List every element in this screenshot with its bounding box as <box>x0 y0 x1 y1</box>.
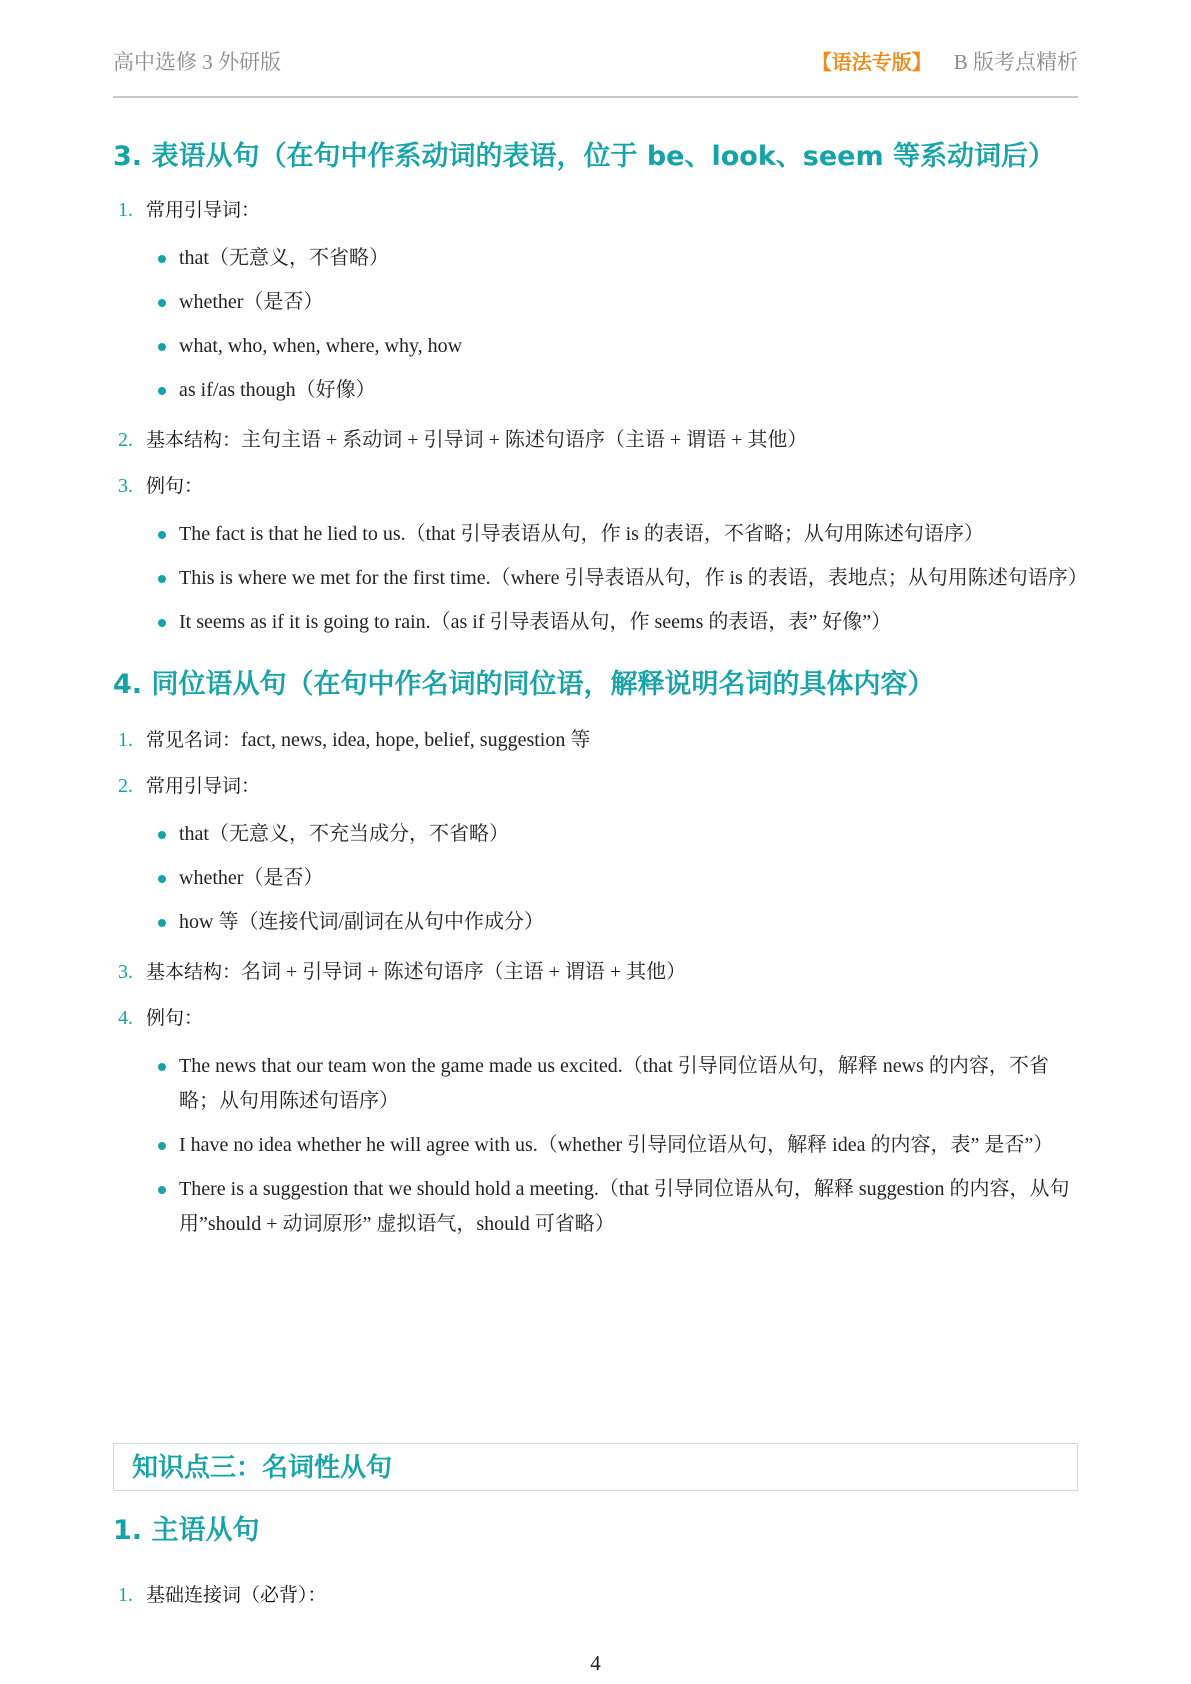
item-label: 常用引导词： <box>146 775 261 797</box>
bullet-text: The fact is that he lied to us.（that 引导表语从句，作 is 的表语，不省略；从句用陈述句语序） <box>179 523 984 545</box>
page-header <box>113 46 1078 98</box>
item-number: 2. <box>118 775 133 797</box>
section-heading-subject-clause: 1. 主语从句 <box>113 1515 260 1546</box>
item-number: 3. <box>118 961 133 983</box>
bullet-list <box>113 1049 1078 1242</box>
header-right <box>812 46 1078 76</box>
item-number: 2. <box>118 429 133 451</box>
bullet-dot <box>158 255 166 263</box>
edition-subtitle: B 版考点精析 <box>953 50 1078 74</box>
item-text: 主句主语 + 系动词 + 引导词 + 陈述句语序（主语 + 谓语 + 其他） <box>241 429 808 451</box>
bullet-item <box>113 861 1078 896</box>
page-number: 4 <box>590 1651 601 1675</box>
bullet-item <box>113 1049 1078 1119</box>
bullet-text: This is where we met for the first time.（where 引导表语从句，作 is 的表语，表地点；从句用陈述句语序） <box>179 567 1088 589</box>
list-item <box>113 726 1078 754</box>
bullet-item <box>113 329 1078 364</box>
bullet-list <box>113 817 1078 940</box>
bullet-item <box>113 905 1078 940</box>
bullet-dot <box>158 343 166 351</box>
list-item <box>113 1581 327 1609</box>
bullet-dot <box>158 1186 166 1194</box>
bullet-dot <box>158 1142 166 1150</box>
bullet-item <box>113 1172 1078 1242</box>
bullet-dot <box>158 919 166 927</box>
list-item <box>113 1004 1078 1032</box>
item-label: 常用引导词： <box>146 199 261 221</box>
item-label: 常见名词： <box>146 729 242 751</box>
bullet-dot <box>158 1063 166 1071</box>
bullet-text: that（无意义，不省略） <box>179 247 389 269</box>
list-item <box>113 472 1078 500</box>
bullet-text: what, who, when, where, why, how <box>179 335 463 357</box>
bullet-text: as if/as though（好像） <box>179 379 376 401</box>
bullet-text: The news that our team won the game made us excited.（that 引导同位语从句，解释 news 的内容，不省略；从句用陈述句语序） <box>179 1055 1049 1112</box>
bullet-dot <box>158 831 166 839</box>
bullet-text: how 等（连接代词/副词在从句中作成分） <box>179 911 544 933</box>
list-item <box>113 196 1078 224</box>
bullet-text: whether（是否） <box>179 291 324 313</box>
bullet-dot <box>158 387 166 395</box>
list-item <box>113 772 1078 800</box>
bullet-text: whether（是否） <box>179 867 324 889</box>
page-content <box>113 138 1088 1242</box>
item-label: 基本结构： <box>146 961 242 983</box>
bullet-item <box>113 241 1078 276</box>
bullet-list <box>113 517 1088 640</box>
bullet-item <box>113 285 1078 320</box>
book-title: 高中选修 3 外研版 <box>113 50 281 74</box>
bullet-dot <box>158 875 166 883</box>
bullet-text: I have no idea whether he will agree with us.（whether 引导同位语从句，解释 idea 的内容，表” 是否”） <box>179 1134 1054 1156</box>
item-text: fact, news, idea, hope, belief, suggestion 等 <box>241 729 591 751</box>
section-heading-appositive-clause: 4. 同位语从句（在句中作名词的同位语，解释说明名词的具体内容） <box>113 669 935 700</box>
item-label: 基本结构： <box>146 429 242 451</box>
item-number: 1. <box>118 1584 133 1606</box>
item-number: 1. <box>118 729 133 751</box>
bullet-dot <box>158 531 166 539</box>
item-label: 基础连接词（必背）： <box>146 1584 327 1606</box>
bullet-item <box>113 373 1078 408</box>
bullet-list <box>113 241 1078 408</box>
item-number: 1. <box>118 199 133 221</box>
bullet-text: It seems as if it is going to rain.（as if 引导表语从句，作 seems 的表语，表” 好像”） <box>179 611 892 633</box>
item-label: 例句： <box>146 1007 204 1029</box>
item-number: 4. <box>118 1007 133 1029</box>
knowledge-point-box: 知识点三：名词性从句 <box>113 1443 1078 1491</box>
bullet-item <box>113 561 1088 596</box>
list-item <box>113 426 1078 454</box>
section-heading-predicative-clause: 3. 表语从句（在句中作系动词的表语，位于 be、look、seem 等系动词后） <box>113 141 1056 172</box>
bullet-item <box>113 817 1078 852</box>
bullet-item <box>113 605 1078 640</box>
edition-tag: 【语法专版】 <box>811 50 932 74</box>
bullet-item <box>113 517 1078 552</box>
bullet-dot <box>158 575 166 583</box>
list-item <box>113 958 1078 986</box>
bullet-text: that（无意义，不充当成分，不省略） <box>179 823 509 845</box>
bullet-dot <box>158 619 166 627</box>
item-text: 名词 + 引导词 + 陈述句语序（主语 + 谓语 + 其他） <box>241 961 687 983</box>
item-number: 3. <box>118 475 133 497</box>
bullet-dot <box>158 299 166 307</box>
bullet-item <box>113 1128 1078 1163</box>
bullet-text: There is a suggestion that we should hold a meeting.（that 引导同位语从句，解释 suggestion 的内容，从句用”should + 动词原形” 虚拟语气，should 可省略） <box>179 1178 1070 1235</box>
item-label: 例句： <box>146 475 204 497</box>
